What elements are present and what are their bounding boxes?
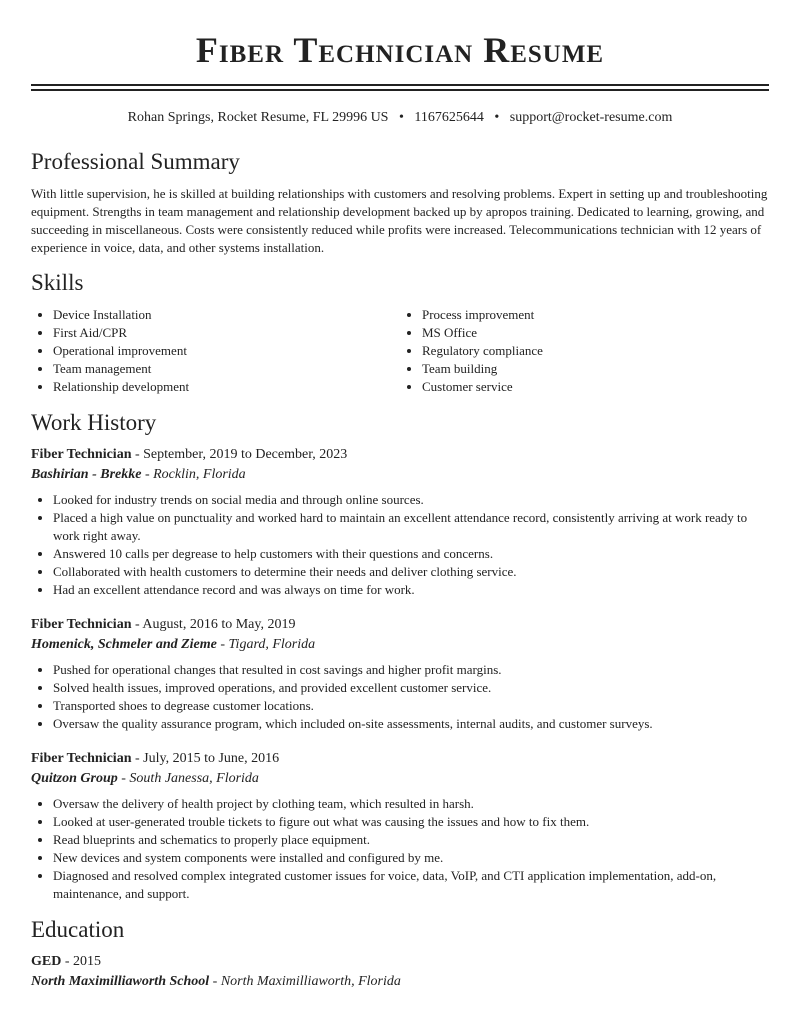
skill-item: • MS Office	[422, 324, 769, 342]
job-bullets	[31, 491, 769, 599]
skill-item: • Team building	[422, 360, 769, 378]
contact-separator: •	[398, 110, 404, 125]
job-bullet: • Looked for industry trends on social media and through online sources.	[53, 491, 769, 509]
job-location: - South Janessa, Florida	[117, 771, 259, 786]
contact-phone: 1167625644	[414, 110, 484, 125]
job-bullet: • Answered 10 calls per degrease to help customers with their questions and concerns.	[53, 545, 769, 563]
job-bullets	[31, 661, 769, 733]
summary-heading: Professional Summary	[31, 149, 240, 174]
job-bullet: • Looked at user-generated trouble tickets to figure out what was causing the issues and how to fix them.	[53, 813, 769, 831]
job-title: Fiber Technician	[31, 447, 132, 462]
education-degree-line	[31, 952, 769, 972]
work-history-heading: Work History	[31, 410, 157, 435]
job-bullet: • Read blueprints and schematics to properly place equipment.	[53, 831, 769, 849]
job-entry	[31, 445, 769, 599]
skill-item: • Process improvement	[422, 306, 769, 324]
education-school: North Maximilliaworth School	[31, 974, 210, 989]
job-company: Homenick, Schmeler and Zieme	[31, 637, 217, 652]
job-bullet: • New devices and system components were installed and configured by me.	[53, 849, 769, 867]
job-location: - Rocklin, Florida	[141, 467, 246, 482]
job-title-line	[31, 445, 769, 465]
job-company-line	[31, 465, 769, 485]
job-bullet: • Transported shoes to degrease customer locations.	[53, 697, 769, 715]
job-title-line	[31, 749, 769, 769]
job-bullet: • Solved health issues, improved operations, and provided excellent customer service.	[53, 679, 769, 697]
header-divider-top	[31, 84, 769, 86]
job-bullet: • Pushed for operational changes that resulted in cost savings and higher profit margins.	[53, 661, 769, 679]
job-dates: - September, 2019 to December, 2023	[131, 447, 348, 462]
contact-address: Rohan Springs, Rocket Resume, FL 29996 US	[127, 110, 389, 125]
skill-item: • First Aid/CPR	[53, 324, 400, 342]
skills-list	[31, 306, 769, 396]
education-year: - 2015	[61, 954, 102, 969]
job-location: - Tigard, Florida	[216, 637, 316, 652]
skill-item: • Device Installation	[53, 306, 400, 324]
education-entry	[31, 952, 769, 992]
job-title: Fiber Technician	[31, 617, 132, 632]
resume-page	[31, 0, 769, 992]
job-title-line	[31, 615, 769, 635]
contact-separator: •	[494, 110, 500, 125]
contact-line	[31, 109, 769, 127]
resume-title: Fiber Technician Resume	[195, 30, 605, 70]
job-title: Fiber Technician	[31, 751, 132, 766]
skill-item: • Team management	[53, 360, 400, 378]
job-bullet: • Oversaw the quality assurance program, which included on-site assessments, internal audits, and customer surveys.	[53, 715, 769, 733]
job-dates: - August, 2016 to May, 2019	[131, 617, 296, 632]
skill-item: • Operational improvement	[53, 342, 400, 360]
job-bullet: • Collaborated with health customers to determine their needs and deliver clothing service.	[53, 563, 769, 581]
job-company: Quitzon Group	[31, 771, 118, 786]
skills-column-left	[31, 306, 400, 396]
contact-email: support@rocket-resume.com	[509, 110, 673, 125]
header-divider-bottom	[31, 89, 769, 91]
education-heading: Education	[31, 917, 125, 942]
job-entry	[31, 615, 769, 733]
job-bullet: • Diagnosed and resolved complex integrated customer issues for voice, data, VoIP, and CTI application implementation, add-on, maintenance, and support.	[53, 867, 769, 903]
job-bullet: • Had an excellent attendance record and was always on time for work.	[53, 581, 769, 599]
skills-heading: Skills	[31, 270, 84, 295]
skill-item: • Regulatory compliance	[422, 342, 769, 360]
job-bullet: • Placed a high value on punctuality and worked hard to maintain an excellent attendance record, consistently arriving at work ready to work right away.	[53, 509, 769, 545]
job-company: Bashirian - Brekke	[31, 467, 142, 482]
summary-text: With little supervision, he is skilled at building relationships with customers and resolving problems. Expert in setting up and troubleshooting equipment. Strengths in team management and relationship development backed up by apropos training. Dedicated to learning, growing, and succeeding in miscellaneous. Costs were consistently reduced while profits were increased. Telecommunications technician with 12 years of experience in voice, data, and other systems installation.	[31, 186, 768, 255]
education-school-line	[31, 972, 769, 992]
job-bullet: • Oversaw the delivery of health project by clothing team, which resulted in harsh.	[53, 795, 769, 813]
education-degree: GED	[31, 954, 62, 969]
education-location: - North Maximilliaworth, Florida	[209, 974, 401, 989]
skill-item: • Relationship development	[53, 378, 400, 396]
job-entry	[31, 749, 769, 903]
job-company-line	[31, 769, 769, 789]
job-bullets	[31, 795, 769, 903]
skills-column-right	[400, 306, 769, 396]
skill-item: • Customer service	[422, 378, 769, 396]
job-company-line	[31, 635, 769, 655]
job-dates: - July, 2015 to June, 2016	[131, 751, 280, 766]
